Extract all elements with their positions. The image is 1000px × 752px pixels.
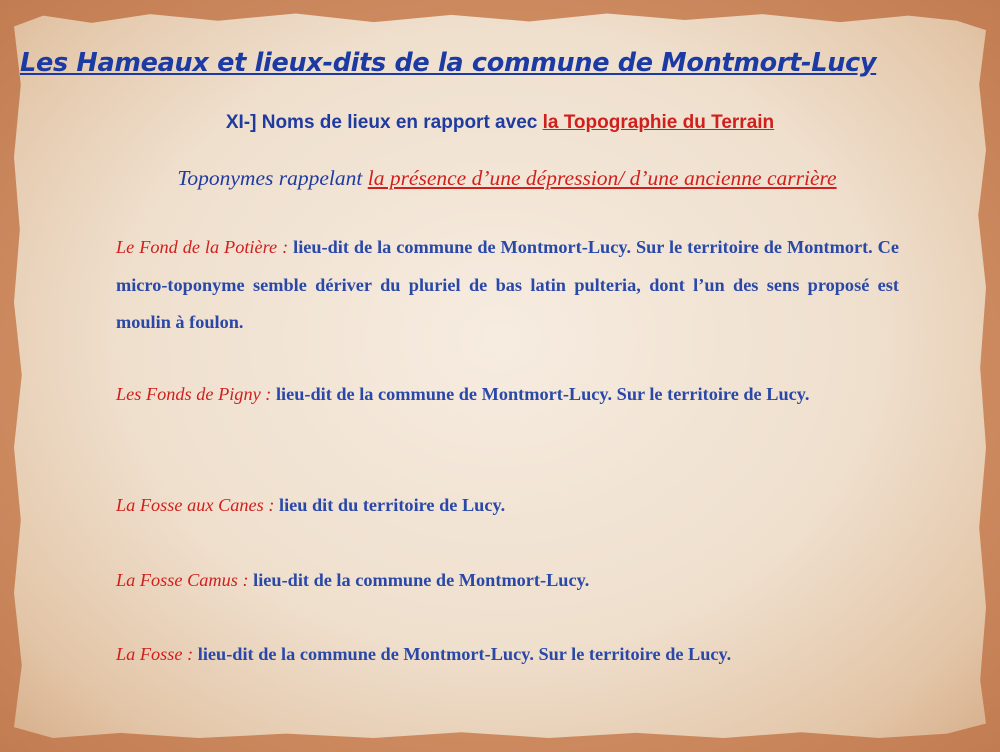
- entry-description: lieu-dit de la commune de Montmort-Lucy. Sur le territoire de Lucy.: [193, 644, 732, 664]
- entry-term: La Fosse Camus :: [116, 570, 249, 590]
- entry-description: lieu-dit de la commune de Montmort-Lucy.: [248, 570, 590, 590]
- entry-term: Le Fond de la Potière :: [116, 237, 289, 257]
- section-heading: [0, 112, 1000, 134]
- subtitle: [0, 166, 1000, 191]
- entry-fonds-de-pigny: [116, 376, 899, 414]
- entry-description: lieu dit du territoire de Lucy.: [274, 495, 506, 515]
- section-heading-highlight: la Topographie du Terrain: [542, 112, 775, 133]
- entry-fosse-aux-canes: [116, 487, 899, 525]
- entry-fosse-camus: [116, 562, 899, 600]
- subtitle-highlight: la présence d’une dépression/ d’une ancienne carrière: [367, 166, 837, 190]
- entry-term: La Fosse :: [116, 644, 194, 664]
- entry-fosse: [116, 636, 899, 674]
- entry-fond-de-la-potiere: [116, 229, 899, 342]
- page-title: Les Hameaux et lieux-dits de la commune de Montmort-Lucy: [20, 48, 877, 78]
- entry-description: lieu-dit de la commune de Montmort-Lucy. Sur le territoire de Montmort. Ce micro-toponyme semble dériver du pluriel de bas latin pulteria, dont l’un des sens proposé est moulin à foulon.: [116, 237, 899, 332]
- entry-description: lieu-dit de la commune de Montmort-Lucy. Sur le territoire de Lucy.: [271, 384, 810, 404]
- entry-term: Les Fonds de Pigny :: [116, 384, 272, 404]
- subtitle-prefix: Toponymes rappelant: [177, 166, 368, 190]
- section-heading-prefix: XI-] Noms de lieux en rapport avec: [225, 112, 543, 133]
- entry-term: La Fosse aux Canes :: [116, 495, 275, 515]
